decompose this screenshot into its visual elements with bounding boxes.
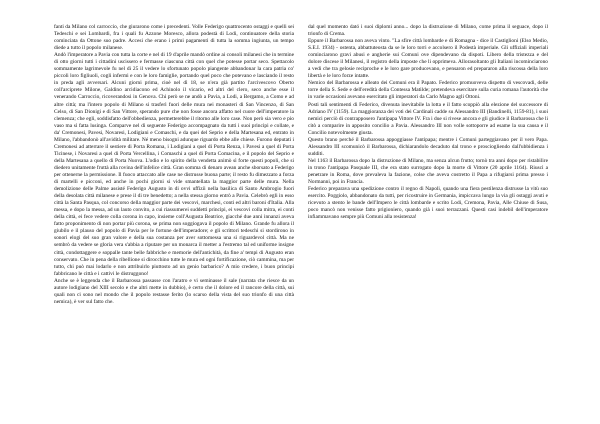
- paragraph: dal quel momento dató i suoi diplomi anno... dopo la distruzione di Milano, come prima il seguace, dopo il trionfo di Crema.: [308, 24, 548, 38]
- paragraph: Questo brano perché il Barbarossa appoggiasse l'antipapa; mentre i Comuni parteggiavano per il vero Papa. Alessandro III scomunicò il Barbarossa, dichiarandolo decaduto dal trono e prosciogliendo dall'ubbidienza i sudditi.: [308, 136, 548, 157]
- paragraph: Posti tali sentimenti di Federico, divenuta inevitabile la lotta e il fatto scoppiò alla elezione del successore di Adriano IV (1159). La maggioranza dei voti dei Cardinali cadde su Alessandro III (Bandinelli, 1159-81), i suoi nemici perciò di contrapposero l'antipapa Vittore IV. Fra i due si rivese ancora e gli giudice il Barbarossa che li citò a comparire in apposito concilio a Pavia. Alessandro III non volle sottoporre ad esame la sua causa e il Concilio notevolmente giusta.: [308, 101, 548, 136]
- left-column: [54, 24, 294, 400]
- paragraph: Federico preparava una spedizione contro il regno di Napoli, quando una fiera pestilenza distrusse la vitù suo esercito. Poggiolo, abbandonato da tutti, per ricostruire in Germania, impiccava lungo la via gli ostaggi avuti e ricevuto a stento le bande dell'Impero le città lombarde e scrito Lodi, Cremona, Pavia, Alle Chiuse di Susa, poco mancò non venisse fatto prigioniero, quando già i suoi terrazzani. Questi casi indebil dell'imperatore infiammavano sempre più Comuni alla resistenza!: [308, 186, 548, 221]
- paragraph: Eppure il Barbarossa non aveva vinto. "La sfire città lombarde e di Romagna - dice il Castiglioni (Elso Medio, S.E.I. 1934) - ostenta, abbattuteosta da se le loro torri e accolsero il Podestà imperiale. Gli uffiziali imperiali cominciarono gravi abusi e angherie sui Comuni ove dipendevano da dispoti. Libero della tristezza e del dolore discese il Milanesi, il registro della imposte che li opprimeva. Allorasoltanto gli Italiani incominciarono a vedi che tra gelosie reciproche e le loro gare producevano, e pensaron ed prepararon alla riscossa della loro libertà e le loro forze intatte.: [308, 38, 548, 80]
- paragraph: fanti da Milano col carroccio, che giurarono come i precedenti. Volle Federigo quattrocento ostaggi e quelli sei Tedeschi e sei Lombardi, fra i quali fu Azzone Moresco, allora podestà di Lodi, continuatore della storia cominciata da Ottone suo padre. Accesi che erano i primi pagamenti di tutta la somma ingiunta, un tempo diede a tutto il popolo milanese.: [54, 24, 294, 52]
- paragraph: Andò l'imperatore a Pavia con tutta la corte e nel di 19 d'aprile mandò ordine ai consoli milanesi che in termine di otto giorni tutti i cittadini uscissero e fermasse ciascuna città con quel che potesse portar seco. Spettacolo sommamente lagrimevole fu nel dì 25 il vedere lo sfortunato popolo piangente abbandonar la cara patria co' piccoli loro figliuoli, cogli infermi e con le loro famiglie, portando quel poco che potevano e lasciando il resto in preda agli avversari. Alcuni giorni prima, cioè nel dì 18, se n'era già partito l'arcivescovo Oberto coll'arciprete Milone, Galdino arcidiacono ed Achinolo il vicario, ed altri del clero, seco anche esse il venerando Carroccio, ricoverandosi in Genova. Chi però se ne andò a Pavia, a Lodi, a Bergamo, a Como e ad altre città; ma l'intero popolo di Milano si trasferì fuori delle mura nei monasteri di San Vincenzo, di San Celso, di San Dionigi e di San Vittore, sperando pure che non fosse ancora affatto nel cuore dell'imperatore la clemenza; che egli, soddisfatto dell'obbedienza, permetterebbe il ritorno alle loro case. Non però sia vero e pio vaso ma sì fatta lusinga. Comparve nel dì seguente Federigo accompagnato da tutti i suoi principi e collate, e da' Cremonesi, Pavesi, Novaresi, Lodigiani e Comaschi, e da quei del Seprio e della Martesana ed, entrato in Milano, l'abbandonò all'avidità militare. Né meno bisogni adunque riguardo ebbe alle chiese. Furono deputati i Cremonesi ad atterrare il sestiere di Porta Romana, i Lodigiani a quel di Porta Renza, i Pavesi a quel di Porta Ticinese, i Novaresi a quel di Porta Vercellina, i Comaschi a quel di Porta Comacina, e il popolo del Seprio e della Martesana a quello di Porta Nuova. L'odio e lo spirito della vendetta animò sì forte questi popoli, che si diedero unitamente fruttà alla rovina dell'infelice città. Gran somma di denaro avean anche sborsato a Federigo per ottenerne la permissione. Il fuoco attaccato alle case ne distrusse buona parte; il resto fu dimezzato a forza di martelli e picconi, ed anche in pochi giorni si vide smantellata la maggior parte delle mura. Nella demolizione delle Palme assisté Federigo Augusto in di ovvi uffizii nella basilica di Santo Ambrogio fuori della desolata città milanese e prese il di tre benedetto; a nella stessa giorno entrò a Pavia. Celebrò egli in esso città la Santa Pasqua, col concorso della maggior parte dei vescovi, marchesi, conti ed altri baroni d'Italia. Alla messa, e dopo la messa, ad un lauto convito, a cui riassumerei suddetti principi, ei vescovi colla mitra, ei conti della città, ei fece vedere colla corona in capo, insieme coll'Augusta Beatrice, giacché due anni innanzi aveva fatto proponimento di non portar più corona, se prima non soggiogava il popolo di Milano. Grande fu allora il giubilo e il plauso del popolo di Pavia per le fortune dell'imperadore; e gli scrittori tedeschi si stordirono in sonori elogi del suo gran valore e della sua costanza per aver sottomessa una sì riguardevol città. Ma ne sembrò da vedere se gloria vera s'abbia a riputare per un monarca il metter a l'estremo tal ed uniforme insigne città, condottaggere e soppalle tante belle fabbriche e memorie dell'antichità, da fine a' tempi di Augusto eran conservato. Che in pena della ribellione si dirocchino tutte le mura ed ogni fortificazione, ciò cammina, ma per tutto, chi può mai lodarlo e non attribuirlo piuttosto ad un genio barbarico? A mio credere, i buon principi fabbricano le città e i cattivi le distruggono!: [54, 52, 294, 277]
- paragraph: Anche se è leggenda che il Barbarossa passasse con l'aratro e vi seminasse il sale (narrata che riesce da un autore lodigiano del XIII secolo e che altri mette in dubbio), è certo che il dolore ed il rancore della città, sui quali non ci sono nel mondo che il popolo restasse ferito (lo scarso della vista del suo trionfo di una città nemica), è ver sul fatto che.: [54, 277, 294, 305]
- right-column: [308, 24, 548, 400]
- paragraph: Nel 1163 il Barbarossa dopo la distruzione di Milano, ma senza alcun frutto; tornò tra anni dopo per ristabilire in trono l'antipapa Pasquale III, che era stato surrogato dopo la morte di Vittore (20 aprile 1164). Riuscì a penetrare in Roma, dove prevaleva la fazione, colse che aveva costretto il Papa a rifugiarsi prima presso i Normanni, poi in Francia.: [308, 157, 548, 186]
- paragraph: Nemico del Barbarossa e alleato dei Comuni era il Papato. Federico promuoveva dispetto di vescovadi, delle torre della S. Sede e dell'eredità della Contessa Matilde; pretendeva esercitare sulla curia romana l'autorità che in varie occasioni avevano esercitato gli imperatori da Carlo Magno agli Ottoni.: [308, 80, 548, 101]
